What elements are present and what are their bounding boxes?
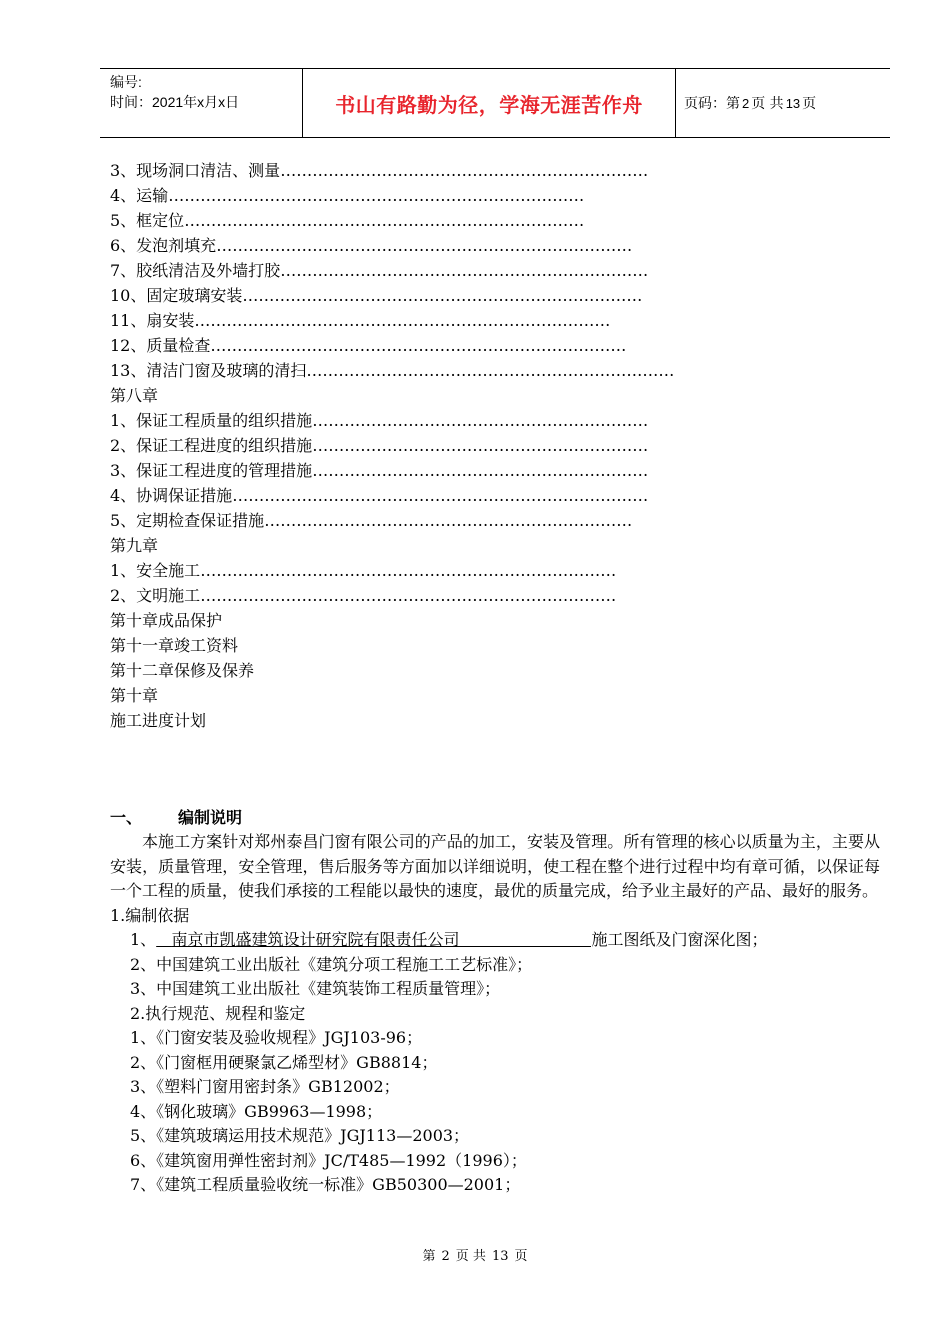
toc-entry (110, 683, 790, 708)
basis-item-1 (110, 928, 880, 953)
underline-blank (459, 929, 591, 947)
footer-total: 13 (491, 1249, 509, 1264)
toc-entry-text: 施工进度计划 (110, 711, 207, 730)
page-suffix: 页 (802, 96, 817, 112)
toc-entry-text: 5、框定位 (110, 211, 185, 230)
section-compilation (110, 806, 880, 1198)
toc-entry (110, 508, 790, 533)
page-mid: 页 共 (751, 96, 784, 112)
toc-entry-text: 5、定期检查保证措施 (110, 511, 265, 530)
norms-list (110, 1026, 880, 1198)
toc-entry (110, 383, 790, 408)
toc-entry-leader: …………………………………………………………………… (168, 186, 585, 205)
toc-entry (110, 258, 790, 283)
toc-entry (110, 158, 790, 183)
toc-entry-text: 7、胶纸清洁及外墙打胶 (110, 261, 281, 280)
toc-entry (110, 283, 790, 308)
norm-item: 4、《钢化玻璃》GB9963—1998； (130, 1101, 383, 1121)
header-meta (100, 69, 302, 137)
toc-entry (110, 658, 790, 683)
toc-entry-leader: ………………………………………………………………… (242, 286, 643, 305)
footer-mid: 页 共 (455, 1249, 486, 1264)
toc-entry-leader: ……………………………………………………… (312, 436, 649, 455)
toc-entry-text: 10、固定玻璃安装 (110, 286, 243, 305)
toc-entry-text: 第九章 (110, 536, 159, 555)
section-number: 一、 (110, 808, 143, 827)
toc-entry-text: 第十二章保修及保养 (110, 661, 255, 680)
section-title: 编制说明 (178, 808, 243, 827)
toc-entry-leader: …………………………………………………………… (280, 161, 649, 180)
toc-entry (110, 533, 790, 558)
page-total: 13 (785, 95, 801, 111)
intro-paragraph: 本施工方案针对郑州泰昌门窗有限公司的产品的加工，安装及管理。所有管理的核心以质量为主，主要从安装，质量管理，安全管理，售后服务等方面加以详细说明，使工程在整个进行过程中均有章可循，以保证每一个工程的质量，使我们承接的工程能以最快的速度，最优的质量完成，给予业主最好的产品、最好的服务。 (110, 832, 880, 900)
toc-entry-leader: …………………………………………………………… (264, 511, 633, 530)
toc-entry-leader: …………………………………………………………… (280, 261, 649, 280)
toc-entry-text: 2、保证工程进度的组织措施 (110, 436, 313, 455)
footer-page: 2 (441, 1249, 450, 1264)
header-page-info (676, 69, 890, 137)
toc-entry-text: 3、现场洞口清洁、测量 (110, 161, 281, 180)
footer-suffix: 页 (514, 1249, 528, 1264)
norm-item: 5、《建筑玻璃运用技术规范》JGJ113—2003； (130, 1126, 470, 1145)
page-number: 2 (742, 95, 750, 111)
toc-entry (110, 583, 790, 608)
toc-entry-text: 第十章 (110, 686, 159, 705)
code-label: 编号: (110, 74, 142, 90)
toc-entry (110, 458, 790, 483)
section-heading (110, 806, 880, 830)
basis-company-name: 南京市凯盛建筑设计研究院有限责任公司 (171, 930, 460, 949)
basis-item-1-suffix: 施工图纸及门窗深化图； (591, 930, 768, 949)
toc-entry-text: 2、文明施工 (110, 586, 201, 605)
toc-entry-leader: …………………………………………………………………… (210, 336, 627, 355)
toc-entry (110, 633, 790, 658)
basis-item-2: 2、中国建筑工业出版社《建筑分项工程施工工艺标准》； (130, 954, 533, 974)
toc-entry-leader: …………………………………………………………………… (200, 561, 617, 580)
toc-entry-text: 4、协调保证措施 (110, 486, 233, 505)
toc-entry-leader: …………………………………………………………………… (216, 236, 633, 255)
toc-entry (110, 408, 790, 433)
toc-entry-text: 6、发泡剂填充 (110, 236, 217, 255)
norm-item: 6、《建筑窗用弹性密封剂》JC/T485—1992（1996）； (130, 1150, 527, 1170)
toc-entry-text: 第八章 (110, 386, 159, 405)
page-footer (0, 1245, 950, 1264)
time-label: 时间：2021年x月x日 (110, 94, 240, 110)
toc-entry (110, 308, 790, 333)
toc-entry-leader: …………………………………………………………………… (194, 311, 611, 330)
basis-title: 1.编制依据 (110, 905, 190, 925)
toc-entry-leader: …………………………………………………………… (306, 361, 675, 380)
toc-entry-leader: ……………………………………………………… (312, 411, 649, 430)
toc-entry-leader: ……………………………………………………… (312, 461, 649, 480)
norm-item: 1、《门窗安装及验收规程》JGJ103-96； (130, 1028, 423, 1047)
toc-entry-text: 1、安全施工 (110, 561, 201, 580)
toc-entry (110, 233, 790, 258)
toc-entry (110, 433, 790, 458)
toc-entry-text: 4、运输 (110, 186, 169, 205)
header-motto: 书山有路勤为径，学海无涯苦作舟 (302, 69, 676, 137)
toc-entry (110, 183, 790, 208)
toc-entry (110, 358, 790, 383)
norm-item: 3、《塑料门窗用密封条》GB12002； (130, 1077, 400, 1096)
page-prefix: 页码：第 (684, 96, 740, 112)
basis-item-1-company (156, 930, 459, 949)
toc-entry-leader: …………………………………………………………………… (200, 586, 617, 605)
toc-entry (110, 208, 790, 233)
basis-item-3: 3、中国建筑工业出版社《建筑装饰工程质量管理》； (130, 979, 501, 998)
page-header (100, 68, 890, 138)
toc-entry-text: 12、质量检查 (110, 336, 211, 355)
toc-entry-text: 11、扇安装 (110, 311, 195, 330)
toc-entry-text: 1、保证工程质量的组织措施 (110, 411, 313, 430)
footer-prefix: 第 (422, 1249, 436, 1264)
norms-title: 2.执行规范、规程和鉴定 (130, 1003, 306, 1023)
toc-entry (110, 708, 790, 733)
toc-entry (110, 608, 790, 633)
toc-entry-text: 3、保证工程进度的管理措施 (110, 461, 313, 480)
basis-item-1-num: 1、 (130, 930, 157, 949)
toc-entry-leader: ………………………………………………………………… (184, 211, 585, 230)
toc-entry (110, 333, 790, 358)
toc-entry-text: 13、清洁门窗及玻璃的清扫 (110, 361, 307, 380)
toc-entry-leader: …………………………………………………………………… (232, 486, 649, 505)
toc-entry (110, 483, 790, 508)
table-of-contents (110, 158, 790, 733)
toc-entry-text: 第十一章竣工资料 (110, 636, 239, 655)
toc-entry (110, 558, 790, 583)
norm-item: 2、《门窗框用硬聚氯乙烯型材》GB8814； (130, 1052, 438, 1072)
norm-item: 7、《建筑工程质量验收统一标准》GB50300—2001； (130, 1175, 521, 1194)
toc-entry-text: 第十章成品保护 (110, 611, 223, 630)
